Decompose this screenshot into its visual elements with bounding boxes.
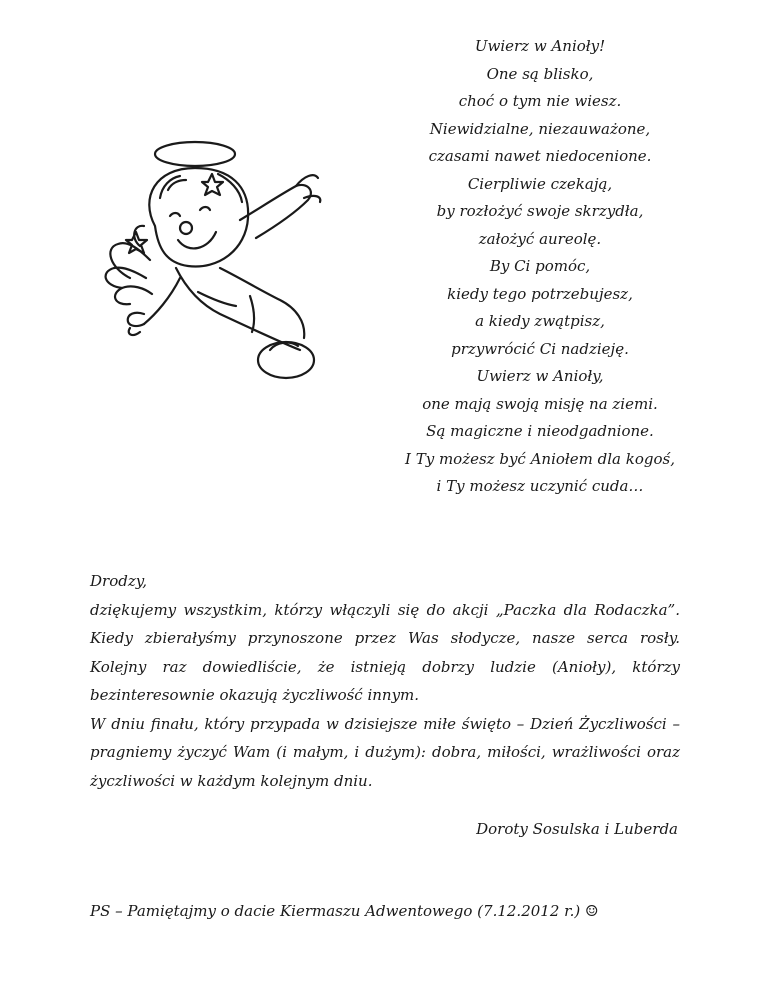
poem-line: one mają swoją misję na ziemi. [422,394,658,413]
poem-line: czasami nawet niedocenione. [428,147,652,165]
poem-line: by rozłożyć swoje skrzydła, [436,202,644,220]
poem-line: kiedy tego potrzebujesz, [447,284,633,303]
poem [380,33,700,501]
letter-paragraph: W dniu finału, który przypada w dzisiejsze miłe święto – Dzień Życzliwości – pragniemy życzyć Wam (i małym, i dużym): dobra, miłości, wrażliwości oraz życzliwości w każdym kolejnym dniu. [90,714,680,790]
letter [90,567,680,795]
poem-line: i Ty możesz uczynić cuda… [436,477,644,495]
poem-line: By Ci pomóc, [489,257,591,275]
poem-line: Uwierz w Anioły! [474,37,606,55]
letter-paragraph: dziękujemy wszystkim, którzy włączyli się do akcji „Paczka dla Rodaczka”. Kiedy zbierałyśmy przynoszone przez Was słodycze, nasze serca rosły. Kolejny raz dowiedliście, że istnieją dobrzy ludzie (Anioły), którzy bezinteresownie okazują życzliwość innym. [90,600,680,704]
poem-line: a kiedy zwątpisz, [475,312,605,330]
signature: Doroty Sosulska i Luberda [476,820,678,838]
poem-line: choć o tym nie wiesz. [458,92,622,110]
postscript: PS – Pamiętajmy o dacie Kiermaszu Adwentowego (7.12.2012 r.) ☺ [90,902,599,920]
poem-line: Uwierz w Anioły, [476,367,604,385]
poem-line: Niewidzialne, niezauważone, [429,119,651,138]
poem-line: Są magiczne i nieodgadnione. [426,422,654,440]
poem-line: I Ty możesz być Aniołem dla kogoś, [405,449,675,468]
angel-illustration-icon [100,128,380,390]
poem-line: One są blisko, [486,64,594,83]
letter-greeting: Drodzy, [90,572,147,590]
poem-line: przywrócić Ci nadzieję. [451,339,629,358]
poem-line: założyć aureolę. [478,229,602,248]
poem-line: Cierpliwie czekają, [467,174,613,193]
